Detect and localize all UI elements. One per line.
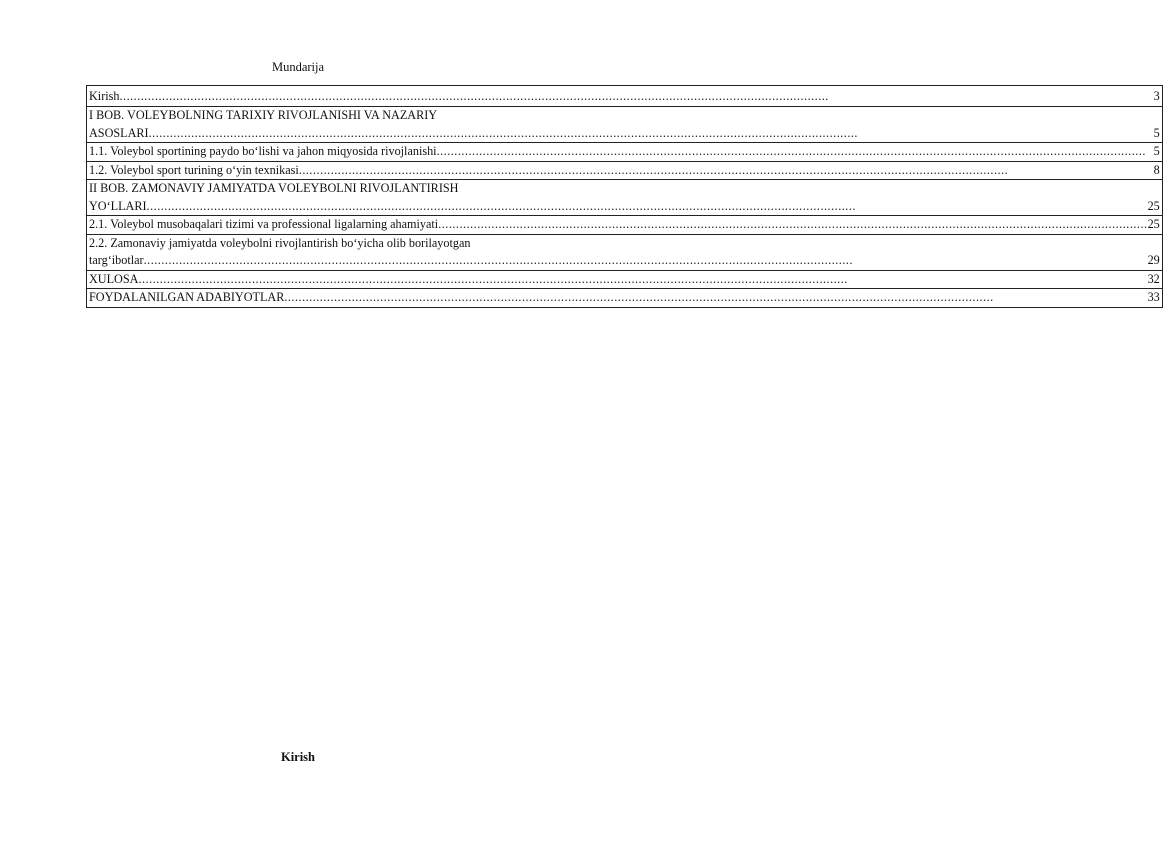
- toc-entry-text: ASOSLARI: [89, 125, 149, 140]
- toc-leader-dots: [119, 86, 1153, 106]
- toc-entry-text: 2.2. Zamonaviy jamiyatda voleybolni rivojlantirish bo‘yicha olib borilayotgan: [89, 235, 471, 250]
- toc-page-number: 5: [1153, 144, 1160, 158]
- toc-row: [87, 161, 1163, 180]
- toc-cell: [87, 216, 1163, 235]
- toc-row: [87, 234, 1163, 270]
- toc-leader-dots: [284, 289, 1147, 307]
- toc-leader-dots: [147, 198, 1148, 216]
- toc-entry-text: 1.1. Voleybol sportining paydo bo‘lishi va jahon miqyosida rivojlanishi: [89, 144, 437, 158]
- toc-entry-text: 1.2. Voleybol sport turining o‘yin texnikasi: [89, 162, 299, 177]
- toc-cell: [87, 234, 1163, 270]
- toc-entry-line: [89, 86, 1160, 106]
- toc-cell: [87, 143, 1163, 162]
- toc-row: [87, 216, 1163, 235]
- toc-page-number: 25: [1147, 198, 1160, 213]
- toc-leader-dots: [149, 125, 1154, 143]
- toc-row: [87, 180, 1163, 216]
- toc-row: [87, 289, 1163, 308]
- toc-row: [87, 86, 1163, 107]
- toc-entry-text: XULOSA: [89, 271, 139, 286]
- toc-leader-dots: [299, 162, 1154, 180]
- toc-cell: [87, 270, 1163, 289]
- toc-entry-text: II BOB. ZAMONAVIY JAMIYATDA VOLEYBOLNI RIVOJLANTIRISH: [89, 181, 459, 195]
- toc-entry-text: I BOB. VOLEYBOLNING TARIXIY RIVOJLANISHI VA NAZARIY: [89, 108, 438, 122]
- toc-cell: [87, 161, 1163, 180]
- toc-page-number: 3: [1153, 89, 1160, 103]
- toc-leader-dots: [438, 216, 1147, 234]
- toc-page-number: 25: [1147, 217, 1160, 231]
- toc-entry-line: [89, 143, 1160, 161]
- toc-entry-text: Kirish: [89, 89, 120, 103]
- toc-cell: [87, 86, 1163, 107]
- toc-page-number: 5: [1153, 125, 1160, 140]
- toc-entry-text: 2.1. Voleybol musobaqalari tizimi va professional ligalarning ahamiyati: [89, 217, 439, 231]
- toc-entry-text: targ‘ibotlar: [89, 253, 144, 267]
- section-heading-kirish: Kirish: [280, 750, 316, 764]
- page-title: Mundarija: [271, 60, 325, 74]
- toc-entry-line: [89, 162, 1160, 180]
- toc-leader-dots: [144, 252, 1148, 270]
- toc-entry-line: [89, 107, 1160, 125]
- toc-entry-line: [89, 125, 1160, 143]
- toc-entry-line: [89, 235, 1160, 253]
- toc-page-number: 32: [1147, 271, 1160, 286]
- toc-cell: [87, 289, 1163, 308]
- toc-entry-line: [89, 271, 1160, 289]
- toc-page-number: 8: [1153, 162, 1160, 177]
- toc-entry-line: [89, 198, 1160, 216]
- toc-entry-line: [89, 289, 1160, 307]
- toc-entry-text: FOYDALANILGAN ADABIYOTLAR: [89, 290, 285, 304]
- toc-entry-line: [89, 252, 1160, 270]
- toc-row: [87, 143, 1163, 162]
- toc-page-number: 29: [1147, 253, 1160, 267]
- toc-leader-dots: [437, 143, 1154, 161]
- toc-cell: [87, 107, 1163, 143]
- toc-page-number: 33: [1147, 290, 1160, 304]
- toc-entry-line: [89, 216, 1160, 234]
- toc-cell: [87, 180, 1163, 216]
- toc-entry-text: YO‘LLARI: [89, 198, 147, 213]
- toc-leader-dots: [138, 271, 1147, 289]
- toc-row: [87, 270, 1163, 289]
- table-of-contents: [86, 85, 1163, 308]
- toc-entry-line: [89, 180, 1160, 198]
- toc-row: [87, 107, 1163, 143]
